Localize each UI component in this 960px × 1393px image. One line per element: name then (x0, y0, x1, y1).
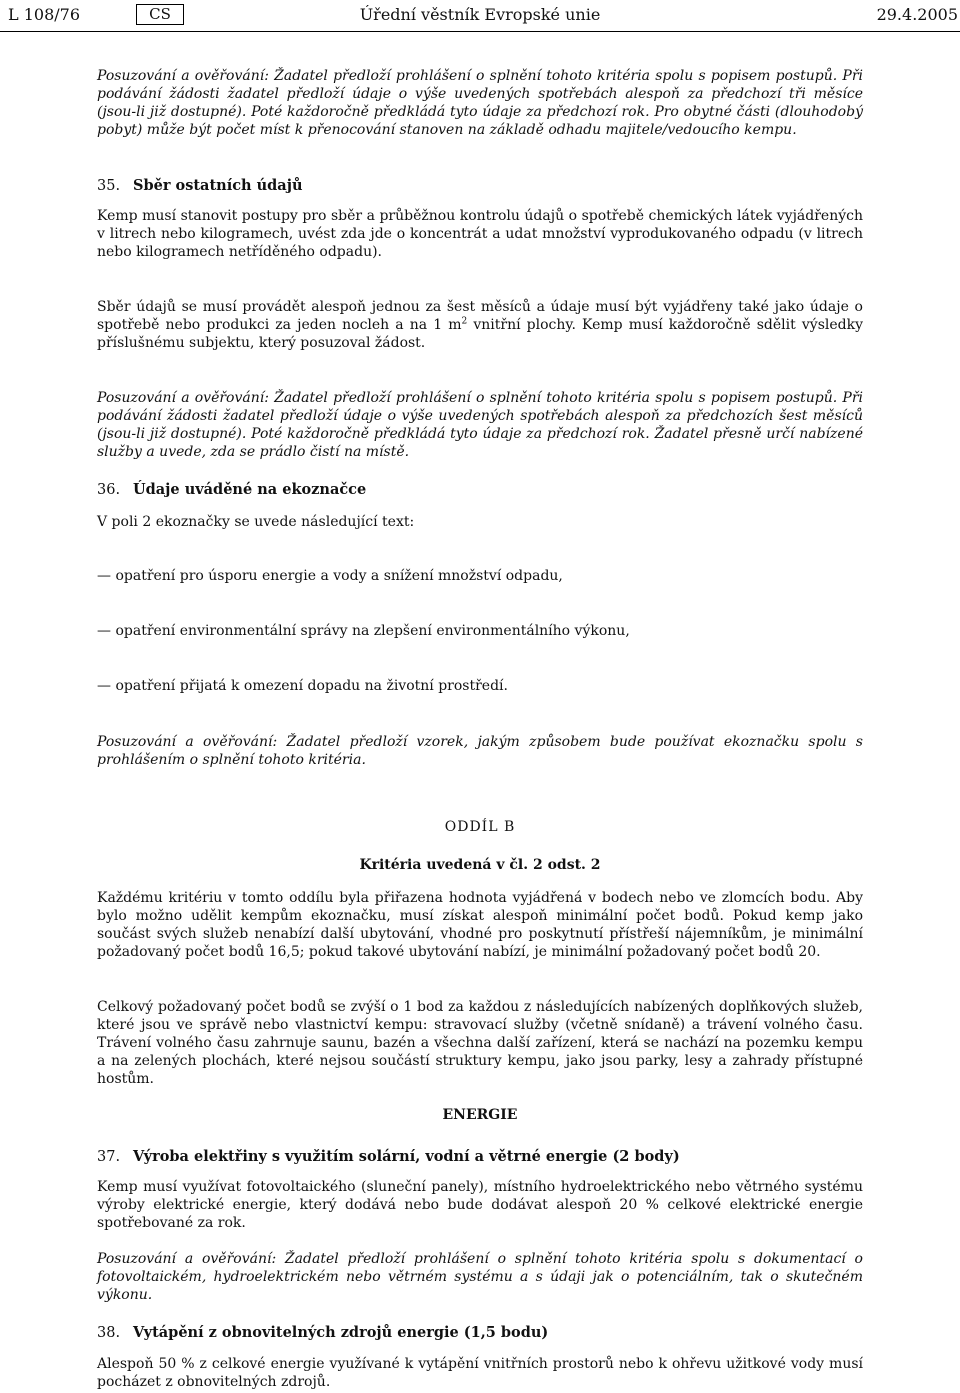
section-b-paragraph-1: Každému kritériu v tomto oddílu byla přiřazena hodnota vyjádřená v bodech nebo ve zlomcích bodu. Aby bylo možno udělit kempům ekoznačku, musí získat alespoň minimální počet bodů. Pokud kemp jako součást svých služeb nenabízí další ubytování, vhodné pro poskytnutí přístřeší nájemníkům, je minimální požadovaný počet bodů 16,5; pokud takové ubytování nabízí, je minimální požadovaný počet bodů 20. (97, 890, 863, 960)
section-35-assessment: Posuzování a ověřování: Žadatel předloží prohlášení o splnění tohoto kritéria spolu s popisem postupů. Při podávání žádosti žadatel předloží údaje o výše uvedených spotřebách alespoň za předchozích šest měsíců (jsou-li již dostupné). Poté každoročně předkládá tyto údaje za předchozí rok. Žadatel přesně určí nabízené služby a uvede, zda se prádlo čistí na místě. (97, 390, 863, 460)
section-36-assessment: Posuzování a ověřování: Žadatel předloží vzorek, jakým způsobem bude používat ekoznačku spolu s prohlášením o splnění tohoto kritéria. (97, 734, 863, 768)
section-38-paragraph: Alespoň 50 % z celkové energie využívané k vytápění vnitřních prostorů nebo k ohřevu užitkové vody musí pocházet z obnovitelných zdrojů. (97, 1356, 863, 1390)
superscript: 2 (461, 316, 468, 327)
intro-assessment: Posuzování a ověřování: Žadatel předloží prohlášení o splnění tohoto kritéria spolu s popisem postupů. Při podávání žádosti žadatel předloží údaje o výše uvedených spotřebách alespoň za předchozí tři měsíce (jsou-li již dostupné). Poté každoročně předkládá tyto údaje za předchozí rok. Pro obytné části (dlouhodobý pobyt) může být počet míst k přenocování stanoven na základě odhadu majitele/vedoucího kempu. (97, 68, 863, 138)
list-item: — opatření pro úsporu energie a vody a snížení množství odpadu, (97, 568, 563, 584)
section-37-assessment: Posuzování a ověřování: Žadatel předloží prohlášení o splnění tohoto kritéria spolu s dokumentací o fotovoltaickém, hydroelektrickém nebo větrném systému a s údaji jak o potenciálním, tak o skutečném výkonu. (97, 1251, 863, 1303)
issue-number: L 108/76 (8, 5, 80, 24)
header-rule (0, 31, 960, 32)
section-38-title: Vytápění z obnovitelných zdrojů energie (1,5 bodu) (133, 1324, 549, 1341)
section-37-number: 37. (97, 1149, 121, 1165)
section-35-paragraph-2 (97, 298, 863, 352)
section-35-paragraph-2b: vnitřní plochy. Kemp musí každoročně sdělit výsledky příslušnému subjektu, který posuzoval žádost. (97, 317, 863, 351)
language-code: CS (136, 4, 184, 25)
section-36-heading (97, 481, 366, 499)
section-b-subtitle: Kritéria uvedená v čl. 2 odst. 2 (359, 857, 601, 873)
section-b-paragraph-2: Celkový požadovaný počet bodů se zvýší o 1 bod za každou z následujících nabízených doplňkových služeb, které jsou ve správě nebo vlastnictví kempu: stravovací služby (včetně snídaně) a trávení volného času. Trávení volného času zahrnuje saunu, bazén a všechna další zařízení, která se nachází na pozemku kempu a na zelených plochách, které nejsou součástí struktury kempu, jako jsou parky, lesy a zahrady přístupné hostům. (97, 999, 863, 1087)
section-38-number: 38. (97, 1325, 121, 1341)
publication-date: 29.4.2005 (876, 5, 958, 24)
section-35-paragraph-1: Kemp musí stanovit postupy pro sběr a průběžnou kontrolu údajů o spotřebě chemických látek vyjádřených v litrech nebo kilogramech, uvést zda jde o koncentrát a udat množství vyprodukovaného odpadu (v litrech nebo kilogramech netříděného odpadu). (97, 208, 863, 260)
section-36-number: 36. (97, 482, 121, 498)
section-36-title: Údaje uváděné na ekoznačce (133, 481, 367, 498)
page-header (0, 4, 960, 30)
energie-heading: ENERGIE (442, 1107, 518, 1123)
list-item: — opatření přijatá k omezení dopadu na životní prostředí. (97, 678, 508, 694)
list-item: — opatření environmentální správy na zlepšení environmentálního výkonu, (97, 623, 630, 639)
section-36-intro: V poli 2 ekoznačky se uvede následující text: (97, 514, 415, 530)
section-35-title: Sběr ostatních údajů (133, 177, 303, 194)
section-37-heading (97, 1148, 680, 1166)
section-37-paragraph: Kemp musí využívat fotovoltaického (sluneční panely), místního hydroelektrického nebo větrného systému výroby elektrické energie, který dodává nebo bude dodávat alespoň 20 % celkové elektrické energie spotřebované za rok. (97, 1179, 863, 1231)
section-b-title: ODDÍL B (444, 819, 516, 835)
section-37-title: Výroba elektřiny s využitím solární, vodní a větrné energie (2 body) (133, 1148, 680, 1165)
journal-title: Úřední věstník Evropské unie (359, 5, 601, 24)
section-35-heading (97, 177, 302, 195)
section-35-paragraph-2a: Sběr údajů se musí provádět alespoň jednou za šest měsíců a údaje musí být vyjádřeny také jako údaje o spotřebě nebo produkci za jeden nocleh a na 1 m (97, 299, 863, 333)
section-35-number: 35. (97, 178, 121, 194)
section-38-heading (97, 1324, 548, 1342)
